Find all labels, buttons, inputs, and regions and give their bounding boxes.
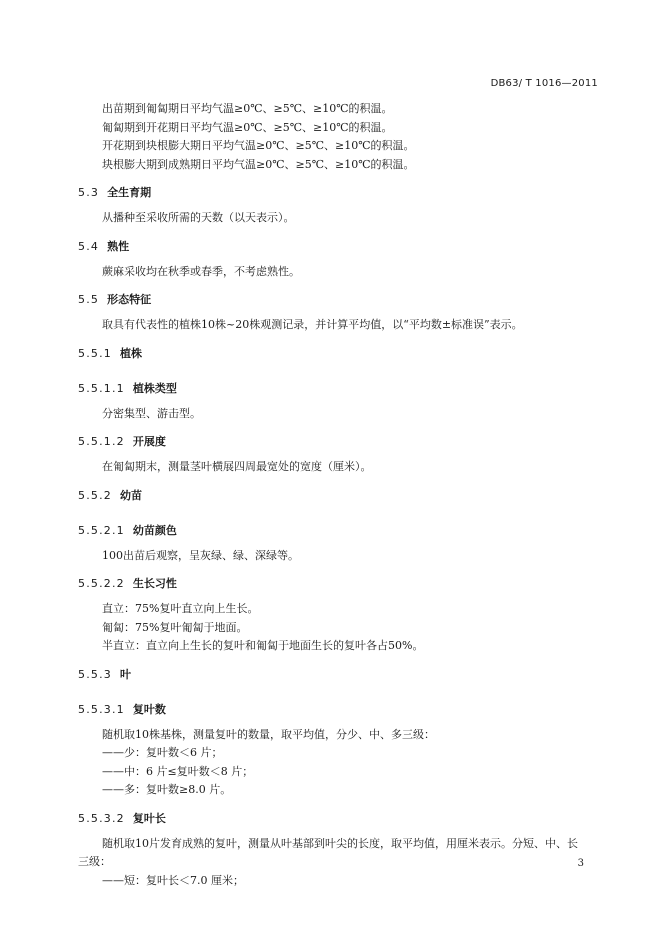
text-line: 半直立：直立向上生长的复叶和匍匐于地面生长的复叶各占50%。 bbox=[102, 639, 424, 652]
section-title: 植株类型 bbox=[132, 381, 177, 395]
text-line: 匍匐期到开花期日平均气温≥0℃、≥5℃、≥10℃的积温。 bbox=[102, 120, 393, 134]
section-heading bbox=[78, 238, 598, 256]
document-id-header: DB63/ T 1016—2011 bbox=[490, 78, 598, 89]
section-number: 5.5.2 bbox=[78, 488, 112, 502]
section-title: 生长习性 bbox=[132, 577, 177, 590]
paragraph bbox=[78, 209, 598, 228]
section-title: 幼苗 bbox=[120, 488, 142, 502]
section-title: 幼苗颜色 bbox=[132, 523, 177, 537]
section-title: 全生育期 bbox=[107, 186, 152, 199]
text-line: 匍匐：75%复叶匍匐于地面。 bbox=[102, 620, 248, 634]
paragraph bbox=[78, 316, 598, 335]
text-line: ——短：复叶长＜7.0 厘米； bbox=[102, 873, 244, 887]
section-heading bbox=[78, 701, 598, 719]
text-line: 随机取10株基株，测量复叶的数量，取平均值，分少、中、多三级： bbox=[102, 727, 435, 741]
text-line: ——少：复叶数＜6 片； bbox=[102, 746, 223, 759]
text-line: 直立：75%复叶直立向上生长。 bbox=[102, 602, 259, 615]
section-title: 复叶长 bbox=[132, 811, 166, 825]
section-heading bbox=[78, 575, 598, 593]
paragraph bbox=[78, 405, 598, 424]
section-number: 5.3 bbox=[78, 186, 100, 199]
section-heading bbox=[78, 810, 598, 828]
section-title: 叶 bbox=[120, 667, 131, 681]
section-heading bbox=[78, 487, 598, 505]
section-heading bbox=[78, 345, 598, 363]
section-number: 5.5 bbox=[78, 293, 100, 306]
section-number: 5.5.1.1 bbox=[78, 381, 125, 395]
text-line: ——多：复叶数≥8.0 片。 bbox=[102, 783, 232, 796]
section-number: 5.5.1 bbox=[78, 346, 112, 360]
section-heading bbox=[78, 433, 598, 451]
text-line: ——中：6 片≤复叶数＜8 片； bbox=[102, 764, 254, 778]
section-number: 5.5.3.1 bbox=[78, 702, 125, 716]
text-line: 分密集型、游击型。 bbox=[102, 406, 201, 420]
section-number: 5.5.2.1 bbox=[78, 523, 125, 537]
paragraph bbox=[78, 600, 598, 656]
section-number: 5.5.3 bbox=[78, 667, 112, 681]
section-number: 5.5.2.2 bbox=[78, 577, 125, 590]
paragraph bbox=[78, 835, 598, 891]
page-number: 3 bbox=[577, 858, 584, 869]
section-title: 植株 bbox=[120, 346, 142, 360]
text-line: 从播种至采收所需的天数（以天表示）。 bbox=[102, 211, 295, 224]
text-line: 100出苗后观察，呈灰绿、绿、深绿等。 bbox=[102, 548, 299, 562]
paragraph bbox=[78, 458, 598, 477]
document-body bbox=[78, 100, 598, 890]
section-heading bbox=[78, 184, 598, 202]
section-number: 5.5.1.2 bbox=[78, 435, 125, 448]
paragraph bbox=[78, 547, 598, 566]
section-title: 复叶数 bbox=[132, 702, 166, 716]
text-line: 蕨麻采收均在秋季或春季，不考虑熟性。 bbox=[102, 264, 300, 278]
section-heading bbox=[78, 291, 598, 309]
text-line: 在匍匐期末，测量茎叶横展四周最宽处的宽度（厘米）。 bbox=[102, 460, 372, 473]
section-heading bbox=[78, 666, 598, 684]
section-number: 5.5.3.2 bbox=[78, 811, 125, 825]
paragraph bbox=[78, 726, 598, 800]
paragraph bbox=[78, 263, 598, 282]
text-line: 开花期到块根膨大期日平均气温≥0℃、≥5℃、≥10℃的积温。 bbox=[102, 139, 415, 152]
text-line: 块根膨大期到成熟期日平均气温≥0℃、≥5℃、≥10℃的积温。 bbox=[102, 157, 415, 171]
section-heading bbox=[78, 380, 598, 398]
section-title: 熟性 bbox=[107, 239, 130, 253]
section-number: 5.4 bbox=[78, 239, 100, 253]
paragraph bbox=[78, 100, 598, 174]
text-line: 三级： bbox=[78, 855, 111, 868]
section-heading bbox=[78, 522, 598, 540]
section-title: 开展度 bbox=[132, 435, 166, 448]
text-line: 随机取10片发育成熟的复叶，测量从叶基部到叶尖的长度，取平均值，用厘米表示。分短、中、长 bbox=[102, 836, 578, 850]
text-line: 出苗期到匍匐期日平均气温≥0℃、≥5℃、≥10℃的积温。 bbox=[102, 102, 393, 115]
text-line: 取具有代表性的植株10株~20株观测记录，并计算平均值，以“平均数±标准误”表示。 bbox=[102, 318, 523, 331]
section-title: 形态特征 bbox=[107, 293, 152, 306]
